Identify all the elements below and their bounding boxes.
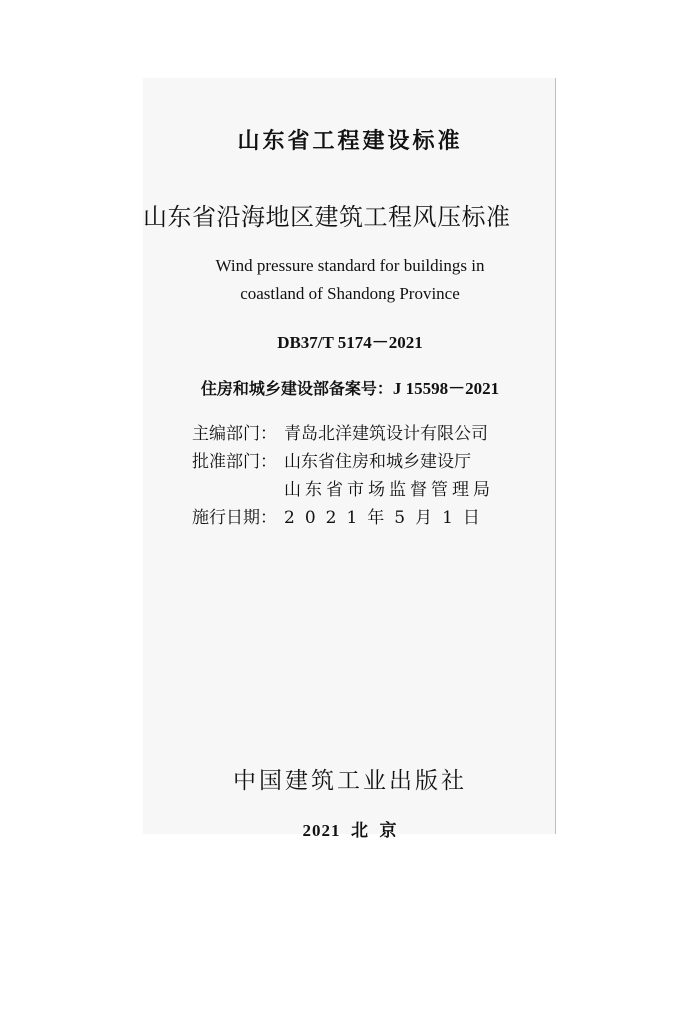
title-chinese: 山东省沿海地区建筑工程风压标准 (143, 203, 511, 231)
approval-value-2: 山东省市场监督管理局 (284, 480, 494, 500)
publisher-name: 中国建筑工业出版社 (233, 768, 467, 794)
effective-date-label: 施行日期： (192, 508, 277, 528)
approval-label: 批准部门： (192, 452, 277, 472)
effective-date-row (192, 504, 522, 532)
page-edge-divider (555, 78, 556, 834)
info-block (192, 420, 522, 532)
approval-row-2 (192, 476, 522, 504)
approval-row (192, 448, 522, 476)
title-english-line1: Wind pressure standard for buildings in (215, 256, 485, 275)
publish-year-place: 2021 北 京 (302, 821, 398, 840)
chief-editor-label: 主编部门： (192, 424, 277, 444)
title-english-line2: coastland of Shandong Province (240, 284, 460, 303)
standard-series: 山东省工程建设标准 (237, 129, 463, 154)
record-number: J 15598－2021 (392, 379, 500, 398)
approval-value-1: 山东省住房和城乡建设厅 (284, 452, 471, 472)
standard-number: DB37/T 5174－2021 (277, 333, 423, 352)
chief-editor-value: 青岛北洋建筑设计有限公司 (284, 424, 488, 444)
record-number-line (0, 374, 700, 399)
effective-date-value: 2021年5月1日 (284, 508, 490, 528)
chief-editor-row (192, 420, 522, 448)
record-label: 住房和城乡建设部备案号： (200, 379, 393, 398)
